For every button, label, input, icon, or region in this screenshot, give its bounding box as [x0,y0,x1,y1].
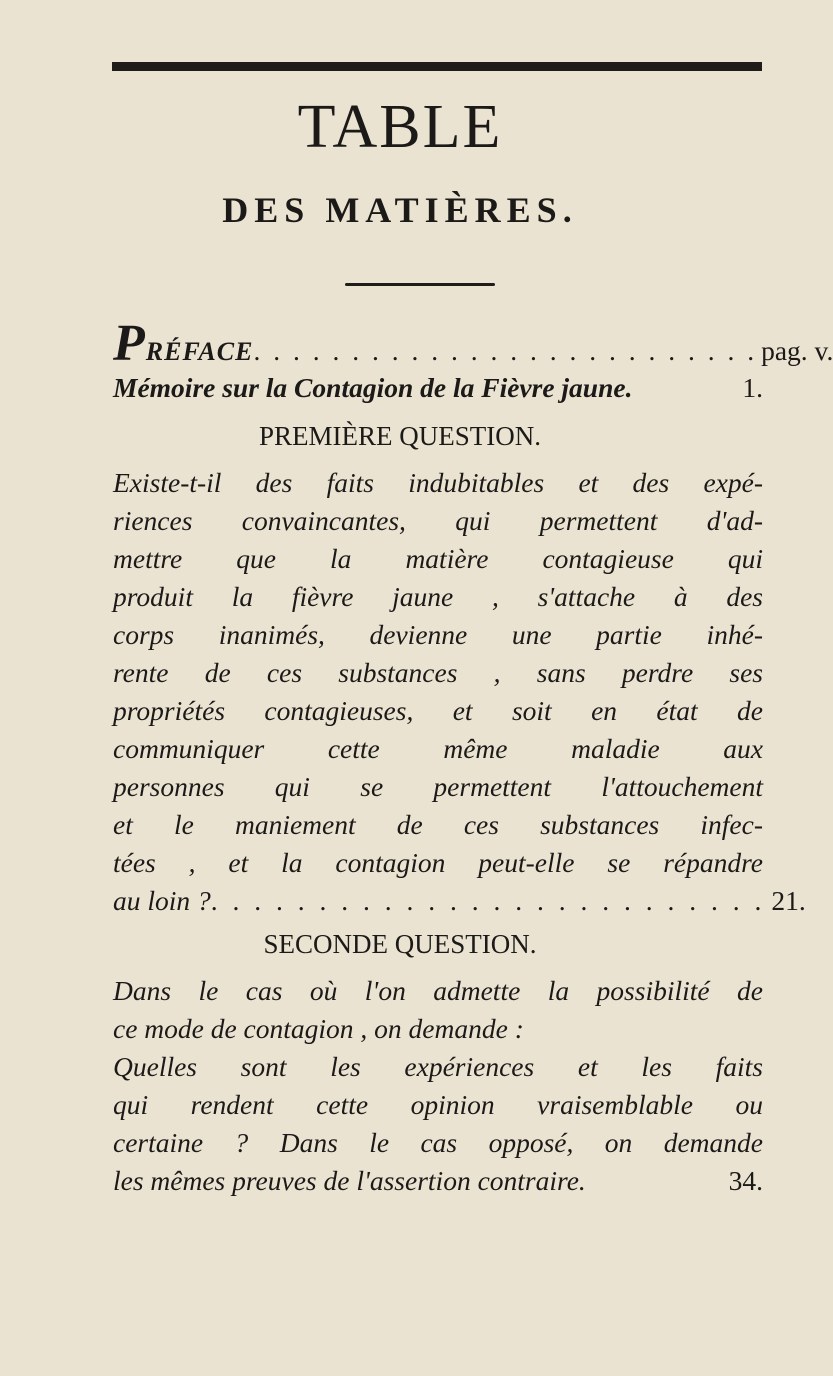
page-number: 34. [728,1165,763,1196]
text-line: Quelles sont les expériences et les faits [113,1051,763,1082]
text-line: personnes qui se permettent l'attouchement [113,771,763,802]
page-number: 1. [742,372,763,403]
top-rule [112,62,762,71]
divider-rule [345,283,495,286]
text-line: produit la fièvre jaune , s'attache à des [113,581,763,612]
question-2-text [113,972,763,1200]
text-line: mettre que la matière contagieuse qui [113,543,763,574]
text-line: Dans le cas où l'on admette la possibilité de [113,975,763,1006]
preface-drop-cap: P [113,315,146,372]
memoire-label: Mémoire sur la Contagion de la Fièvre jaune. [113,372,633,403]
page-number: pag. v. [761,335,833,366]
last-line-text: au loin ? [113,885,211,916]
text-line-last [113,1162,763,1200]
page-subtitle: DES MATIÈRES. [222,190,578,230]
text-line: corps inanimés, devienne une partie inhé- [113,619,763,650]
dot-leader: . . . . . . . . . . . . . . . . . . . . . . . . . . [210,885,766,916]
text-line-last [113,882,806,920]
text-line: propriétés contagieuses, et soit en état de [113,695,763,726]
page-number: 21. [771,885,806,916]
text-line: certaine ? Dans le cas opposé, on demande [113,1127,763,1158]
text-line: riences convaincantes, qui permettent d'ad- [113,505,763,536]
question-1-heading: PREMIÈRE QUESTION. [259,421,541,451]
text-line: communiquer cette même maladie aux [113,733,763,764]
last-line-text: les mêmes preuves de l'assertion contraire. [113,1165,586,1196]
question-2-heading: SECONDE QUESTION. [263,929,537,959]
preface-label-text: RÉFACE [145,337,254,366]
text-line: Existe-t-il des faits indubitables et des expé- [113,467,763,498]
question-1-text [113,464,806,920]
text-line: tées , et la contagion peut-elle se répandre [113,847,763,878]
toc-entry-memoire [113,370,763,406]
dot-leader: . . . . . . . . . . . . . . . . . . . . . . . . . . [253,335,758,366]
preface-label [113,315,254,372]
text-line [113,1010,763,1048]
text-line: rente de ces substances , sans perdre ses [113,657,763,688]
text-line: et le maniement de ces substances infec- [113,809,763,840]
text-line-content: ce mode de contagion , on demande : [113,1013,524,1044]
text-line: qui rendent cette opinion vraisemblable ou [113,1089,763,1120]
toc-entry-preface [113,315,833,372]
page-title: TABLE [297,93,503,161]
